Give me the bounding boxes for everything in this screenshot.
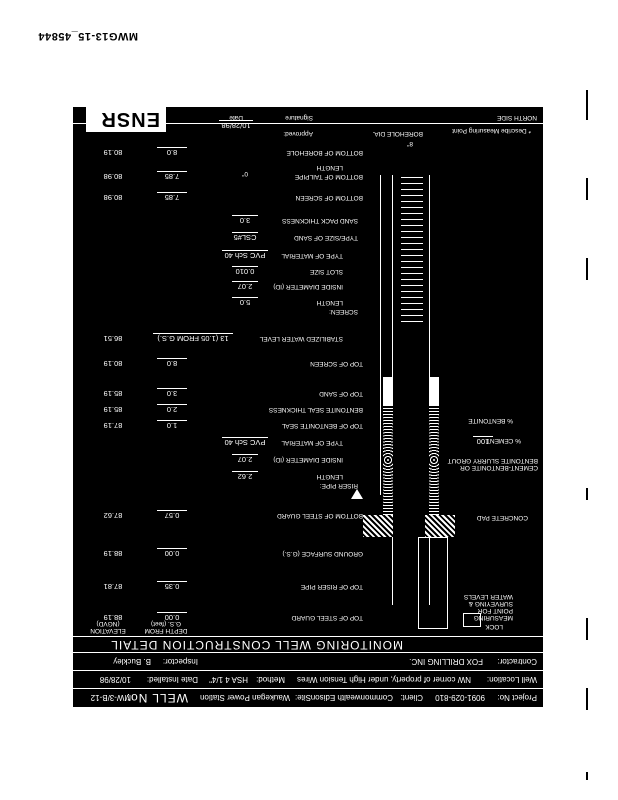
contractor-label: Contractor: — [497, 657, 537, 666]
row-elev: 80.98 — [103, 172, 123, 181]
footnote: * Describe Measuring Point — [452, 127, 531, 134]
scan-mark — [586, 688, 588, 710]
tailpipe-length: 0" — [242, 170, 248, 177]
riser-id-label: INSIDE DIAMETER (ID) — [273, 456, 343, 463]
row-depth: 2.0 — [157, 404, 187, 413]
inspector-label: Inspector: — [162, 657, 198, 666]
cement-value: 100 — [473, 436, 493, 445]
bentonite-seal-right — [383, 377, 393, 405]
well-screen — [401, 177, 423, 322]
measure-line — [380, 175, 381, 495]
row-label: TOP OF BENTONITE SEAL — [281, 422, 363, 429]
approved-label: Approved: — [283, 130, 313, 137]
installed-value: 10/28/98 — [99, 675, 131, 684]
client-label: Client: — [400, 693, 423, 702]
location-value: NW corner of property, under High Tension Wires — [297, 675, 471, 684]
cement-label: % CEMENT — [485, 437, 521, 444]
well-no-value: MW-3/B-12 — [90, 693, 131, 702]
screen-label: SCREEN: — [329, 308, 358, 315]
signature-label: Signature — [285, 114, 313, 121]
concrete-pad-left — [425, 515, 455, 537]
riser-length-label: LENGTH — [316, 473, 343, 480]
scan-mark — [586, 772, 588, 780]
measuring-point-label: MEASURING POINT FOR SURVEYING & WATER LEVELS — [463, 593, 513, 621]
row-depth: 0.57 — [157, 510, 187, 519]
ensr-logo — [86, 106, 166, 132]
grout-fill-right — [383, 405, 393, 515]
sand-type: CSL#5 — [233, 233, 257, 242]
row-depth: 3.0 — [157, 388, 187, 397]
row-depth: 8.0 — [157, 358, 187, 367]
row-elev: 86.51 — [103, 334, 123, 343]
row-depth: 7.85 — [157, 171, 187, 180]
date-label: Date — [229, 114, 243, 121]
lock-icon — [463, 613, 481, 627]
row-elev: 80.98 — [103, 193, 123, 202]
document-id: MWG13-15_45844 — [38, 30, 138, 42]
riser-material-label: TYPE OF MATERIAL — [281, 439, 343, 446]
project-label: Project No: — [497, 693, 537, 702]
riser-length: 2.62 — [232, 471, 258, 480]
logo-text: ENSR — [100, 108, 160, 130]
site-label: Site: — [294, 693, 311, 702]
row-label: BENTONITE SEAL THICKNESS — [268, 406, 363, 413]
bentonite-seal-left — [429, 377, 439, 405]
row-depth: 0.00 — [157, 612, 187, 621]
water-level-icon — [351, 489, 363, 499]
site-value: Waukegan Power Station — [200, 693, 290, 702]
lock-label: LOCK — [485, 623, 503, 630]
row-elev: 87.62 — [103, 511, 123, 520]
concrete-pad-label: CONCRETE PAD — [476, 514, 528, 521]
row-label: TOP OF SCREEN — [310, 360, 363, 367]
header-divider — [73, 688, 543, 689]
row-elev: 80.19 — [103, 148, 123, 157]
screen-material: PVC Sch 40 — [222, 250, 268, 259]
row-elev: 88.19 — [103, 613, 123, 622]
row-label: STABILIZED WATER LEVEL — [259, 335, 343, 342]
row-depth: 8.0 — [157, 147, 187, 156]
row-depth: 7.85 — [157, 192, 187, 201]
well-no-label: WELL No: — [125, 691, 188, 705]
method-value: HSA 4 1/4" — [209, 675, 248, 684]
row-label: BOTTOM OF SCREEN — [295, 194, 363, 201]
form-title: MONITORING WELL CONSTRUCTION DETAIL — [110, 638, 403, 652]
signoff-date: 10/28/98 — [219, 120, 253, 129]
elevation-column-header: ELEVATION (NGVD) — [90, 620, 126, 634]
sand-type-label: TYPE/SIZE OF SAND — [294, 234, 358, 241]
row-elev: 87.19 — [103, 421, 123, 430]
borehole-dia-label: BOREHOLE DIA. — [372, 130, 423, 137]
screen-id: 2.07 — [232, 281, 258, 290]
screen-length: 5.0 — [232, 297, 258, 306]
row-label: TOP OF STEEL GUARD — [291, 614, 363, 621]
sand-thickness: 3.0 — [232, 215, 258, 224]
contractor-value: FOX DRILLING INC. — [409, 657, 483, 666]
row-elev: 85.19 — [103, 389, 123, 398]
project-value: 9091-029-810 — [435, 693, 485, 702]
screen-id-label: INSIDE DIAMETER (ID) — [273, 283, 343, 290]
scan-mark — [586, 90, 588, 120]
row-elev: 85.19 — [103, 405, 123, 414]
row-elev: 80.19 — [103, 359, 123, 368]
borehole-dia-value: 8" — [407, 140, 413, 147]
riser-material: PVC Sch 40 — [222, 437, 268, 446]
client-value: Commonwealth Edison — [310, 693, 393, 702]
row-depth: 0.00 — [157, 548, 187, 557]
row-label: TOP OF SAND — [319, 390, 363, 397]
installed-label: Date Installed: — [146, 675, 198, 684]
grout-label: CEMENT-BENTONITE OR BENTONITE SLURRY GROUT — [447, 457, 538, 471]
scan-mark — [586, 488, 588, 500]
location-label: Well Location: — [486, 675, 537, 684]
scan-mark — [586, 178, 588, 200]
concrete-pad-right — [363, 515, 393, 537]
riser-label: RISER PIPE: — [319, 482, 358, 489]
screen-material-label: TYPE OF MATERIAL — [281, 252, 343, 259]
scan-mark — [586, 618, 588, 640]
row-depth: 1.0 — [157, 420, 187, 429]
header-divider — [73, 670, 543, 671]
well-form-sheet — [73, 107, 543, 707]
grout-fill-left — [429, 405, 439, 515]
row-label: BOTTOM OF BOREHOLE — [286, 149, 363, 156]
row-label: BOTTOM OF TAILPIPE — [294, 173, 363, 180]
row-depth: 13 (1.05 FROM G.S.) — [153, 333, 233, 342]
header-divider — [73, 652, 543, 653]
tailpipe-length-label: LENGTH — [316, 164, 343, 171]
row-depth: 0.35 — [157, 581, 187, 590]
row-label: GROUND SURFACE (G.S.) — [282, 550, 363, 557]
north-side-label: NORTH SIDE — [497, 114, 537, 121]
screen-length-label: LENGTH — [316, 299, 343, 306]
method-label: Method: — [256, 675, 285, 684]
row-elev: 87.81 — [103, 582, 123, 591]
row-elev: 88.19 — [103, 549, 123, 558]
header-divider — [73, 636, 543, 637]
row-label: TOP OF RISER PIPE — [300, 583, 363, 590]
screen-slot: 0.010 — [232, 266, 258, 275]
riser-id: 2.07 — [232, 454, 258, 463]
screen-slot-label: SLOT SIZE — [309, 268, 343, 275]
row-label: BOTTOM OF STEEL GUARD — [277, 512, 363, 519]
bentonite-label: % BENTONITE — [468, 417, 513, 424]
sand-thickness-label: SAND PACK THICKNESS — [282, 217, 358, 224]
scan-mark — [586, 258, 588, 280]
inspector-value: B. Buckley — [113, 657, 151, 666]
depth-column-header: DEPTH FROM G.S. (feet) — [144, 620, 188, 634]
